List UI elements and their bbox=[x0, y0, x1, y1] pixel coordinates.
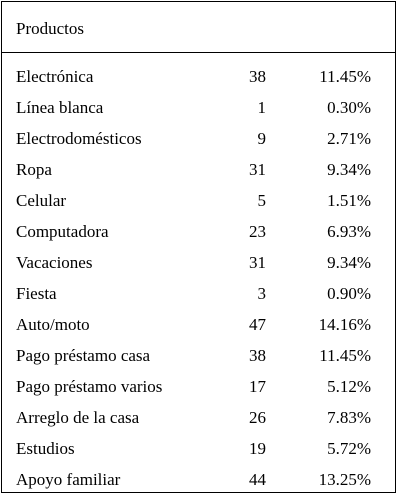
product-percent: 0.90% bbox=[327, 284, 371, 303]
product-name: Auto/moto bbox=[16, 315, 90, 334]
product-percent: 14.16% bbox=[318, 315, 371, 334]
product-count: 19 bbox=[249, 439, 266, 458]
product-percent: 11.45% bbox=[319, 67, 371, 86]
table-row bbox=[2, 154, 395, 185]
table-row bbox=[2, 216, 395, 247]
header-divider bbox=[2, 52, 395, 53]
table-row bbox=[2, 464, 395, 495]
product-percent: 0.30% bbox=[327, 98, 371, 117]
product-name: Pago préstamo casa bbox=[16, 346, 151, 365]
product-name: Apoyo familiar bbox=[16, 470, 121, 489]
product-count: 31 bbox=[249, 160, 266, 179]
table-row bbox=[2, 309, 395, 340]
table-row bbox=[2, 278, 395, 309]
product-count: 3 bbox=[257, 284, 266, 303]
product-percent: 9.34% bbox=[327, 253, 371, 272]
table-row bbox=[2, 433, 395, 464]
product-name: Computadora bbox=[16, 222, 109, 241]
product-name: Pago préstamo varios bbox=[16, 377, 163, 396]
product-count: 44 bbox=[249, 470, 266, 489]
product-count: 1 bbox=[257, 98, 266, 117]
table-row bbox=[2, 402, 395, 433]
product-name: Electrónica bbox=[16, 67, 94, 86]
product-name: Vacaciones bbox=[16, 253, 93, 272]
product-percent: 6.93% bbox=[327, 222, 371, 241]
product-count: 17 bbox=[249, 377, 266, 396]
product-percent: 11.45% bbox=[319, 346, 371, 365]
table-header-productos: Productos bbox=[16, 19, 84, 38]
product-count: 23 bbox=[249, 222, 266, 241]
product-percent: 1.51% bbox=[327, 191, 371, 210]
product-percent: 7.83% bbox=[327, 408, 371, 427]
product-name: Electrodomésticos bbox=[16, 129, 142, 148]
product-percent: 13.25% bbox=[318, 470, 371, 489]
product-name: Línea blanca bbox=[16, 98, 104, 117]
product-count: 9 bbox=[257, 129, 266, 148]
table-row bbox=[2, 185, 395, 216]
product-count: 38 bbox=[249, 346, 266, 365]
product-percent: 2.71% bbox=[327, 129, 371, 148]
product-count: 26 bbox=[249, 408, 266, 427]
product-count: 38 bbox=[249, 67, 266, 86]
product-percent: 5.12% bbox=[327, 377, 371, 396]
table-row bbox=[2, 247, 395, 278]
table-row bbox=[2, 340, 395, 371]
products-table bbox=[1, 1, 396, 493]
table-row bbox=[2, 61, 395, 92]
product-name: Celular bbox=[16, 191, 67, 210]
product-percent: 5.72% bbox=[327, 439, 371, 458]
product-name: Estudios bbox=[16, 439, 75, 458]
product-count: 5 bbox=[257, 191, 266, 210]
product-name: Ropa bbox=[16, 160, 52, 179]
product-percent: 9.34% bbox=[327, 160, 371, 179]
product-count: 47 bbox=[249, 315, 266, 334]
table-body bbox=[2, 61, 395, 495]
product-count: 31 bbox=[249, 253, 266, 272]
table-row bbox=[2, 123, 395, 154]
product-name: Fiesta bbox=[16, 284, 57, 303]
table-row bbox=[2, 371, 395, 402]
product-name: Arreglo de la casa bbox=[16, 408, 140, 427]
table-row bbox=[2, 92, 395, 123]
